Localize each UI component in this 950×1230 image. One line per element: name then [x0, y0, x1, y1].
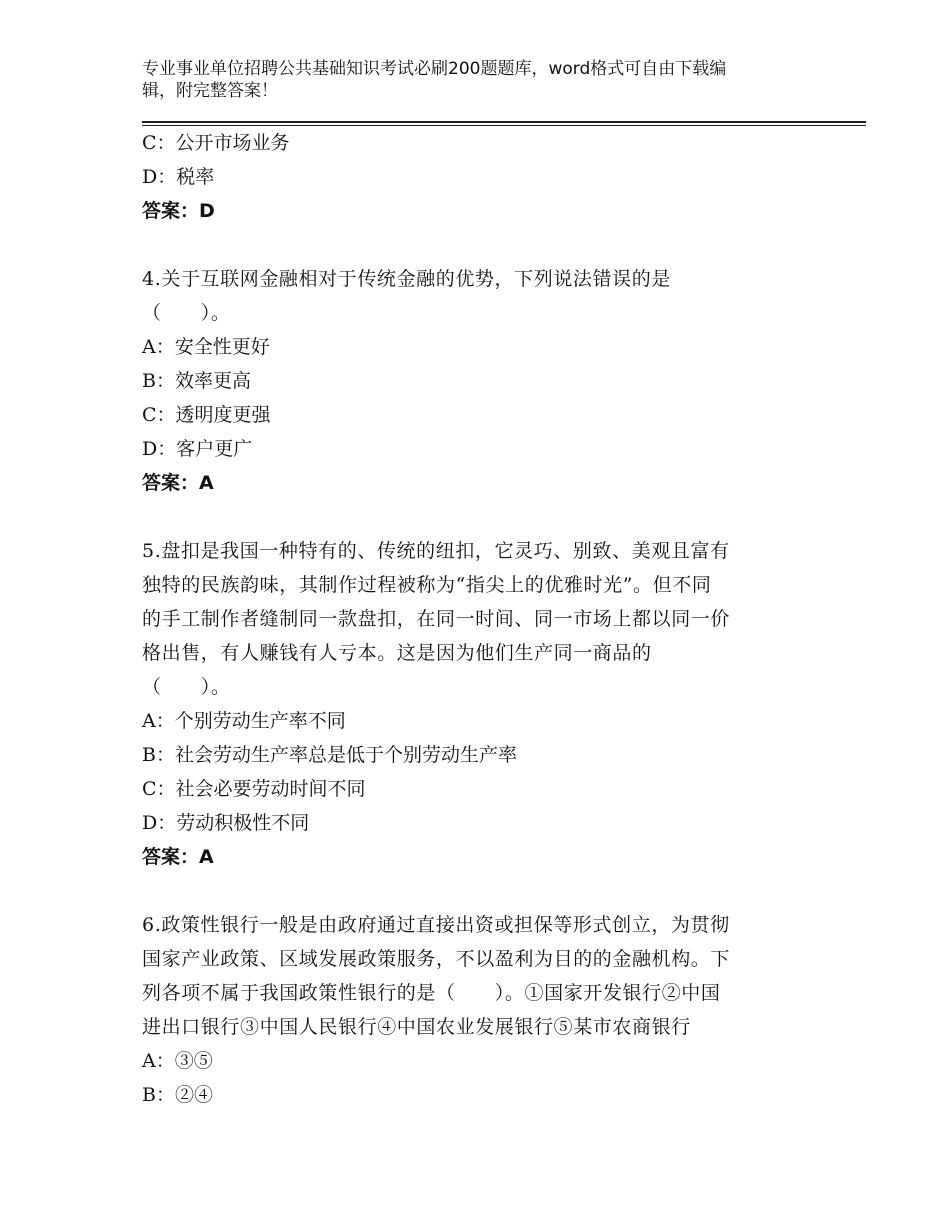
option-a: A：③⑤ — [142, 1050, 213, 1072]
question-stem-line: 国家产业政策、区域发展政策服务，不以盈利为目的的金融机构。下 — [142, 948, 731, 970]
option-b: B：②④ — [142, 1084, 213, 1106]
question-stem-line: 独特的民族韵味，其制作过程被称为“指尖上的优雅时光”。但不同 — [142, 574, 712, 596]
question-stem-line: 格出售，有人赚钱有人亏本。这是因为他们生产同一商品的 — [142, 642, 652, 664]
question-content — [142, 126, 822, 1112]
question-stem-line: 列各项不属于我国政策性银行的是（ ）。①国家开发银行②中国 — [142, 982, 721, 1004]
option-b: B：效率更高 — [142, 370, 251, 392]
question-stem-line: 5.盘扣是我国一种特有的、传统的纽扣，它灵巧、别致、美观且富有 — [142, 540, 730, 562]
spacer — [142, 874, 822, 908]
option-c: C：透明度更强 — [142, 404, 271, 426]
option-a: A：安全性更好 — [142, 336, 270, 358]
answer-label: 答案：A — [142, 846, 214, 868]
spacer — [142, 500, 822, 534]
header-line-1: 专业事业单位招聘公共基础知识考试必刷200题题库，word格式可自由下载编 — [142, 59, 727, 79]
question-4 — [142, 262, 822, 500]
option-d: D：客户更广 — [142, 438, 253, 460]
document-header — [142, 58, 802, 102]
option-c: C：社会必要劳动时间不同 — [142, 778, 366, 800]
header-line-2: 辑，附完整答案！ — [142, 81, 278, 101]
question-stem-line: 的手工制作者缝制同一款盘扣，在同一时间、同一市场上都以同一价 — [142, 608, 731, 630]
option-b: B：社会劳动生产率总是低于个别劳动生产率 — [142, 744, 517, 766]
answer-label: 答案：D — [142, 200, 215, 222]
question-stem-line: 进出口银行③中国人民银行④中国农业发展银行⑤某市农商银行 — [142, 1016, 691, 1038]
question-stem-line: 4.关于互联网金融相对于传统金融的优势，下列说法错误的是 — [142, 268, 671, 290]
question-5 — [142, 534, 822, 874]
question-stem-line: （ ）。 — [142, 302, 231, 324]
option-c: C：公开市场业务 — [142, 132, 290, 154]
option-d: D：劳动积极性不同 — [142, 812, 310, 834]
question-6 — [142, 908, 822, 1112]
question-3-tail — [142, 126, 822, 228]
header-divider-thick — [142, 121, 866, 123]
question-stem-line: （ ）。 — [142, 676, 231, 698]
option-a: A：个别劳动生产率不同 — [142, 710, 346, 732]
question-stem-line: 6.政策性银行一般是由政府通过直接出资或担保等形式创立，为贯彻 — [142, 914, 730, 936]
spacer — [142, 228, 822, 262]
answer-label: 答案：A — [142, 472, 214, 494]
option-d: D：税率 — [142, 166, 215, 188]
